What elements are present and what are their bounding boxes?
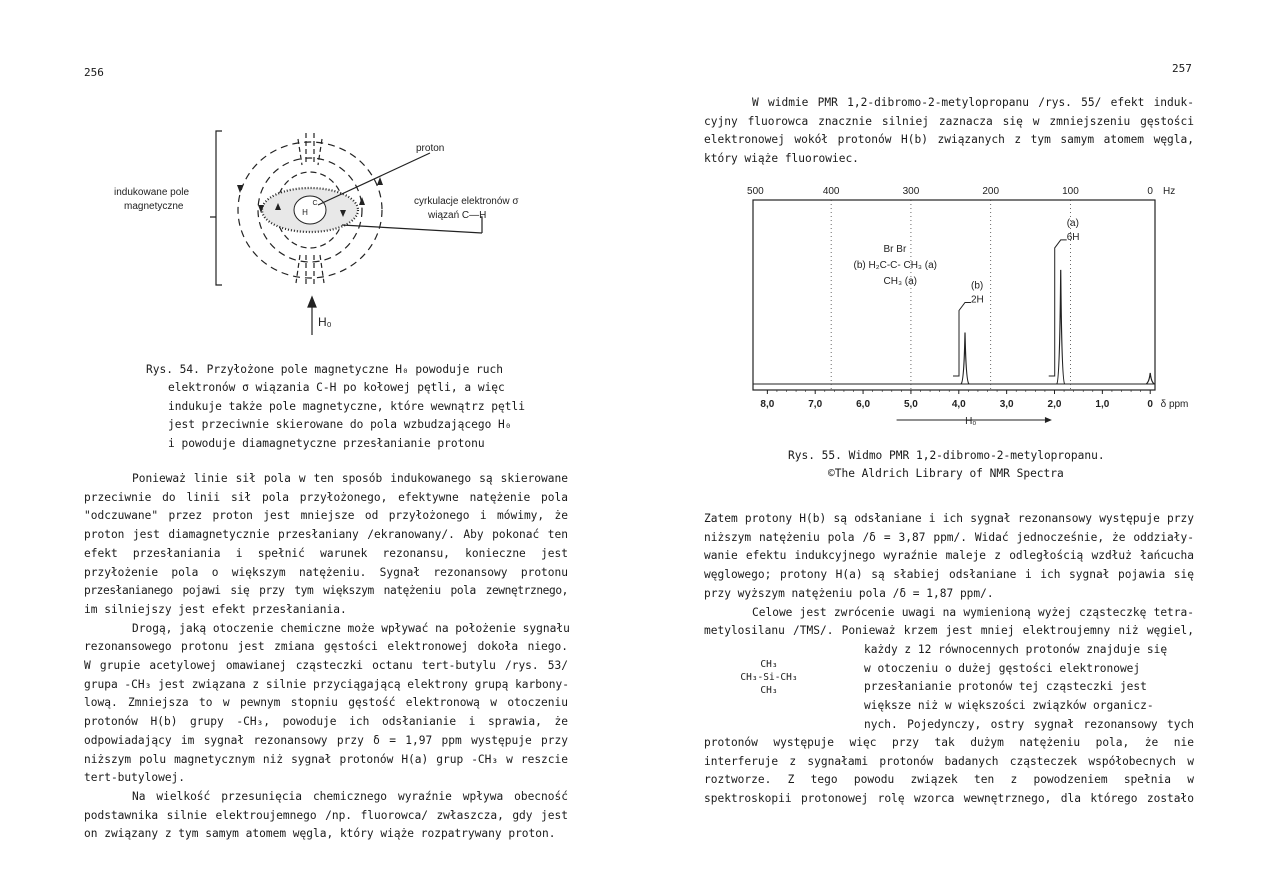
tms-top: CH₃ (760, 659, 778, 670)
structure-line-2: (b) H₂C-C- CH₃ (a) (853, 260, 938, 271)
text-line: efekt przesłaniania i spełnić warunek rezonansu, konieczne jest (84, 546, 568, 560)
text-line: lową. Zmniejsza to w pewnym stopniu gęstość elektronową w otoczeniu (84, 696, 568, 710)
tms-middle: CH₃-Si-CH₃ (740, 672, 798, 683)
caption-line: Rys. 54. Przyłożone pole magnetyczne H₀ powoduje ruch (146, 363, 503, 376)
caption-line: elektronów σ wiązania C-H po kołowej pętli, a więc (168, 381, 505, 395)
text-line: wanie efektu indukcyjnego wyraźnie maleje z odległością wzdłuż łańcucha (704, 549, 1194, 563)
text-line: każdy z 12 równocennych protonów znajduje się (864, 643, 1168, 656)
peak-label: (b) (971, 280, 984, 292)
text-line: Drogą, jaką otoczenie chemiczne może wpływać na położenie sygnału (132, 621, 570, 635)
text-line: przesłanianego pojawi się przy tym większym natężeniu pola zewnętrznego, (84, 584, 568, 598)
top-tick-label: 200 (982, 186, 1000, 197)
caption-line: i powoduje diamagnetyczne przesłanianie protonu (168, 436, 485, 450)
proton-label: proton (416, 143, 445, 154)
svg-text:H: H (302, 208, 308, 217)
h0-arrow-head (1045, 417, 1052, 423)
right-body-text (704, 510, 1194, 641)
top-tick-label: 300 (902, 186, 920, 197)
text-line: niższym natężeniu pola /δ = 3,87 ppm/. Widać jednocześnie, że oddziały- (704, 530, 1194, 544)
text-line: Na wielkość przesunięcia chemicznego wyraźnie wpływa obecność (132, 789, 568, 803)
bottom-tick-label: 8,0 (760, 399, 775, 410)
left-body-text (84, 470, 568, 844)
bottom-tick-label: 0 (1147, 399, 1153, 410)
text-line: węglowego; protony H(a) są słabiej odsłaniane i ich sygnał pojawia się (704, 568, 1194, 582)
text-line: grupa -CH₃ jest związana z silnie przyciągającą elektrony grupą karbony- (84, 677, 569, 691)
bottom-tick-label: 5,0 (903, 399, 918, 410)
left-brace (210, 131, 222, 285)
right-intro-text (704, 94, 1194, 169)
top-tick-label: 500 (747, 186, 764, 197)
text-line: niższym polu magnetycznym niż sygnał protonów H(a) grup -CH₃ w reszcie (84, 752, 568, 766)
text-line: Celowe jest zwrócenie uwagi na wymienioną wyżej cząsteczkę tetra- (752, 605, 1194, 619)
text-line: proton jest diamagnetycznie przesłaniany /ekranowany/. Aby pokonać ten (84, 528, 568, 542)
integral-trace (953, 302, 971, 376)
nmr-spectrum-chart (735, 180, 1189, 430)
text-line: cyjny fluorowca znacznie silniej zaznacza się w zmniejszeniu gęstości (704, 114, 1194, 128)
peak-label: (a) (1066, 217, 1079, 229)
text-line: rezonansowego protonu jest zmiana gęstości elektronowej dokoła niego. (84, 640, 568, 654)
top-tick-label: 400 (822, 186, 840, 197)
svg-text:C: C (312, 200, 318, 207)
circulation-label-2: wiązań C—H (428, 210, 487, 221)
text-line: przy wyższym natężeniu pola /δ = 1,87 ppm/. (704, 586, 994, 600)
bottom-tick-label: 1,0 (1095, 399, 1110, 410)
structure-line-1: Br Br (883, 244, 907, 255)
peak-integral-label: 2H (971, 294, 984, 306)
text-line: Zatem protony H(b) są odsłaniane i ich sygnał rezonansowy występuje przy (704, 512, 1194, 525)
text-line: w otoczeniu o dużej gęstości elektronowej (864, 661, 1141, 675)
text-line: przeciwnie do linii sił pola przyłożonego, efektywne natężenie pola (84, 490, 568, 504)
text-line: spektroskopii protonowej rolę wzorca wewnętrznego, dla którego zostało (704, 792, 1194, 806)
peak-integral-label: 6H (1066, 231, 1080, 243)
caption-line: jest przeciwnie skierowane do pola wzbudzającego H₀ (168, 418, 512, 432)
text-line: protonów występuje więc przy tak dużym natężeniu pola, że nie (704, 736, 1194, 749)
top-tick-label: 0 (1147, 186, 1153, 197)
text-line: który wiąże fluorowiec. (704, 152, 859, 166)
spectrum-peak (1146, 373, 1154, 384)
text-line: większe niż w większości związków organicz- (864, 699, 1154, 713)
text-line: metylosilanu /TMS/. Ponieważ krzem jest mniej elektroujemny niż węgiel, (704, 624, 1194, 638)
page-number-right: 257 (1172, 62, 1192, 75)
field-h0-label: H₀ (318, 315, 332, 329)
text-line: W widmie PMR 1,2-dibromo-2-metylopropanu /rys. 55/ efekt induk- (752, 96, 1194, 109)
bottom-tick-label: 7,0 (808, 399, 823, 410)
text-line: tert-butylowej. (84, 771, 186, 785)
text-line: im silniejszy jest efekt przesłaniania. (84, 602, 347, 616)
text-line: nych. Pojedynczy, ostry sygnał rezonansowy tych (864, 717, 1194, 731)
text-line: Ponieważ linie sił pola w ten sposób indukowanego są skierowane (132, 472, 568, 485)
chart-frame (753, 200, 1155, 390)
caption-line: ©The Aldrich Library of NMR Spectra (828, 467, 1064, 481)
text-line: "odczuwane" przez proton jest mniejsze od przyłożonego i mówimy, że (84, 509, 568, 523)
integral-trace (1049, 240, 1067, 376)
tms-side-text (864, 641, 1194, 735)
induced-field-label-2: magnetyczne (124, 201, 184, 212)
h0-label: H₀ (965, 416, 977, 427)
figure-54-caption (146, 361, 546, 453)
x-axis-label: δ ppm (1160, 399, 1189, 410)
figure-55-caption (788, 447, 1208, 484)
text-line: on związany z tym samym atomem węgla, który wiąże rozpatrywany proton. (84, 827, 556, 841)
bottom-tick-label: 3,0 (999, 399, 1014, 410)
bottom-tick-label: 4,0 (951, 399, 966, 410)
text-line: odpowiadający im sygnał rezonansowy przy δ = 1,97 ppm występuje przy (84, 733, 568, 747)
text-line: protonów H(b) grupy -CH₃, powoduje ich odsłanianie i sprawia, że (84, 715, 568, 729)
text-line: przyłożenie pola o większym natężeniu. Sygnał rezonansowy protonu (84, 565, 568, 579)
top-tick-label: 100 (1062, 186, 1079, 197)
caption-line: Rys. 55. Widmo PMR 1,2-dibromo-2-metylopropanu. (788, 449, 1105, 462)
structure-line-3: CH₃ (a) (883, 276, 918, 287)
caption-line: indukuje także pole magnetyczne, które wewnątrz pętli (168, 399, 525, 413)
top-axis-unit: Hz (1163, 186, 1176, 197)
tms-structure (726, 658, 812, 697)
text-line: podstawnika silnie elektroujemnego /np. fluorowca/ zwłaszcza, gdy jest (84, 808, 568, 822)
induced-field-label-1: indukowane pole (114, 187, 190, 198)
circulation-label-1: cyrkulacje elektronów σ (414, 196, 519, 207)
text-line: przesłanianie protonów tej cząsteczki jest (864, 680, 1147, 694)
page-number-left: 256 (84, 66, 104, 79)
bottom-tick-label: 6,0 (856, 399, 871, 410)
text-line: roztworze. Z tego powodu związek ten z powodzeniem spełnia w (704, 773, 1194, 787)
spectrum-peak (961, 332, 969, 384)
text-line: interferuje z sygnałami protonów badanych cząsteczek współobecnych w (704, 754, 1194, 768)
bottom-tick-label: 2,0 (1047, 399, 1062, 410)
tms-bottom: CH₃ (760, 685, 778, 696)
spectrum-peak (1057, 270, 1065, 384)
text-line: elektronowej wokół protonów H(b) związanych z tym samym atomem węgla, (704, 133, 1194, 147)
text-line: W grupie acetylowej omawianej cząsteczki octanu tert-butylu /rys. 53/ (84, 659, 568, 673)
right-tail-text (704, 734, 1194, 809)
figure-54-diagram (110, 125, 570, 340)
